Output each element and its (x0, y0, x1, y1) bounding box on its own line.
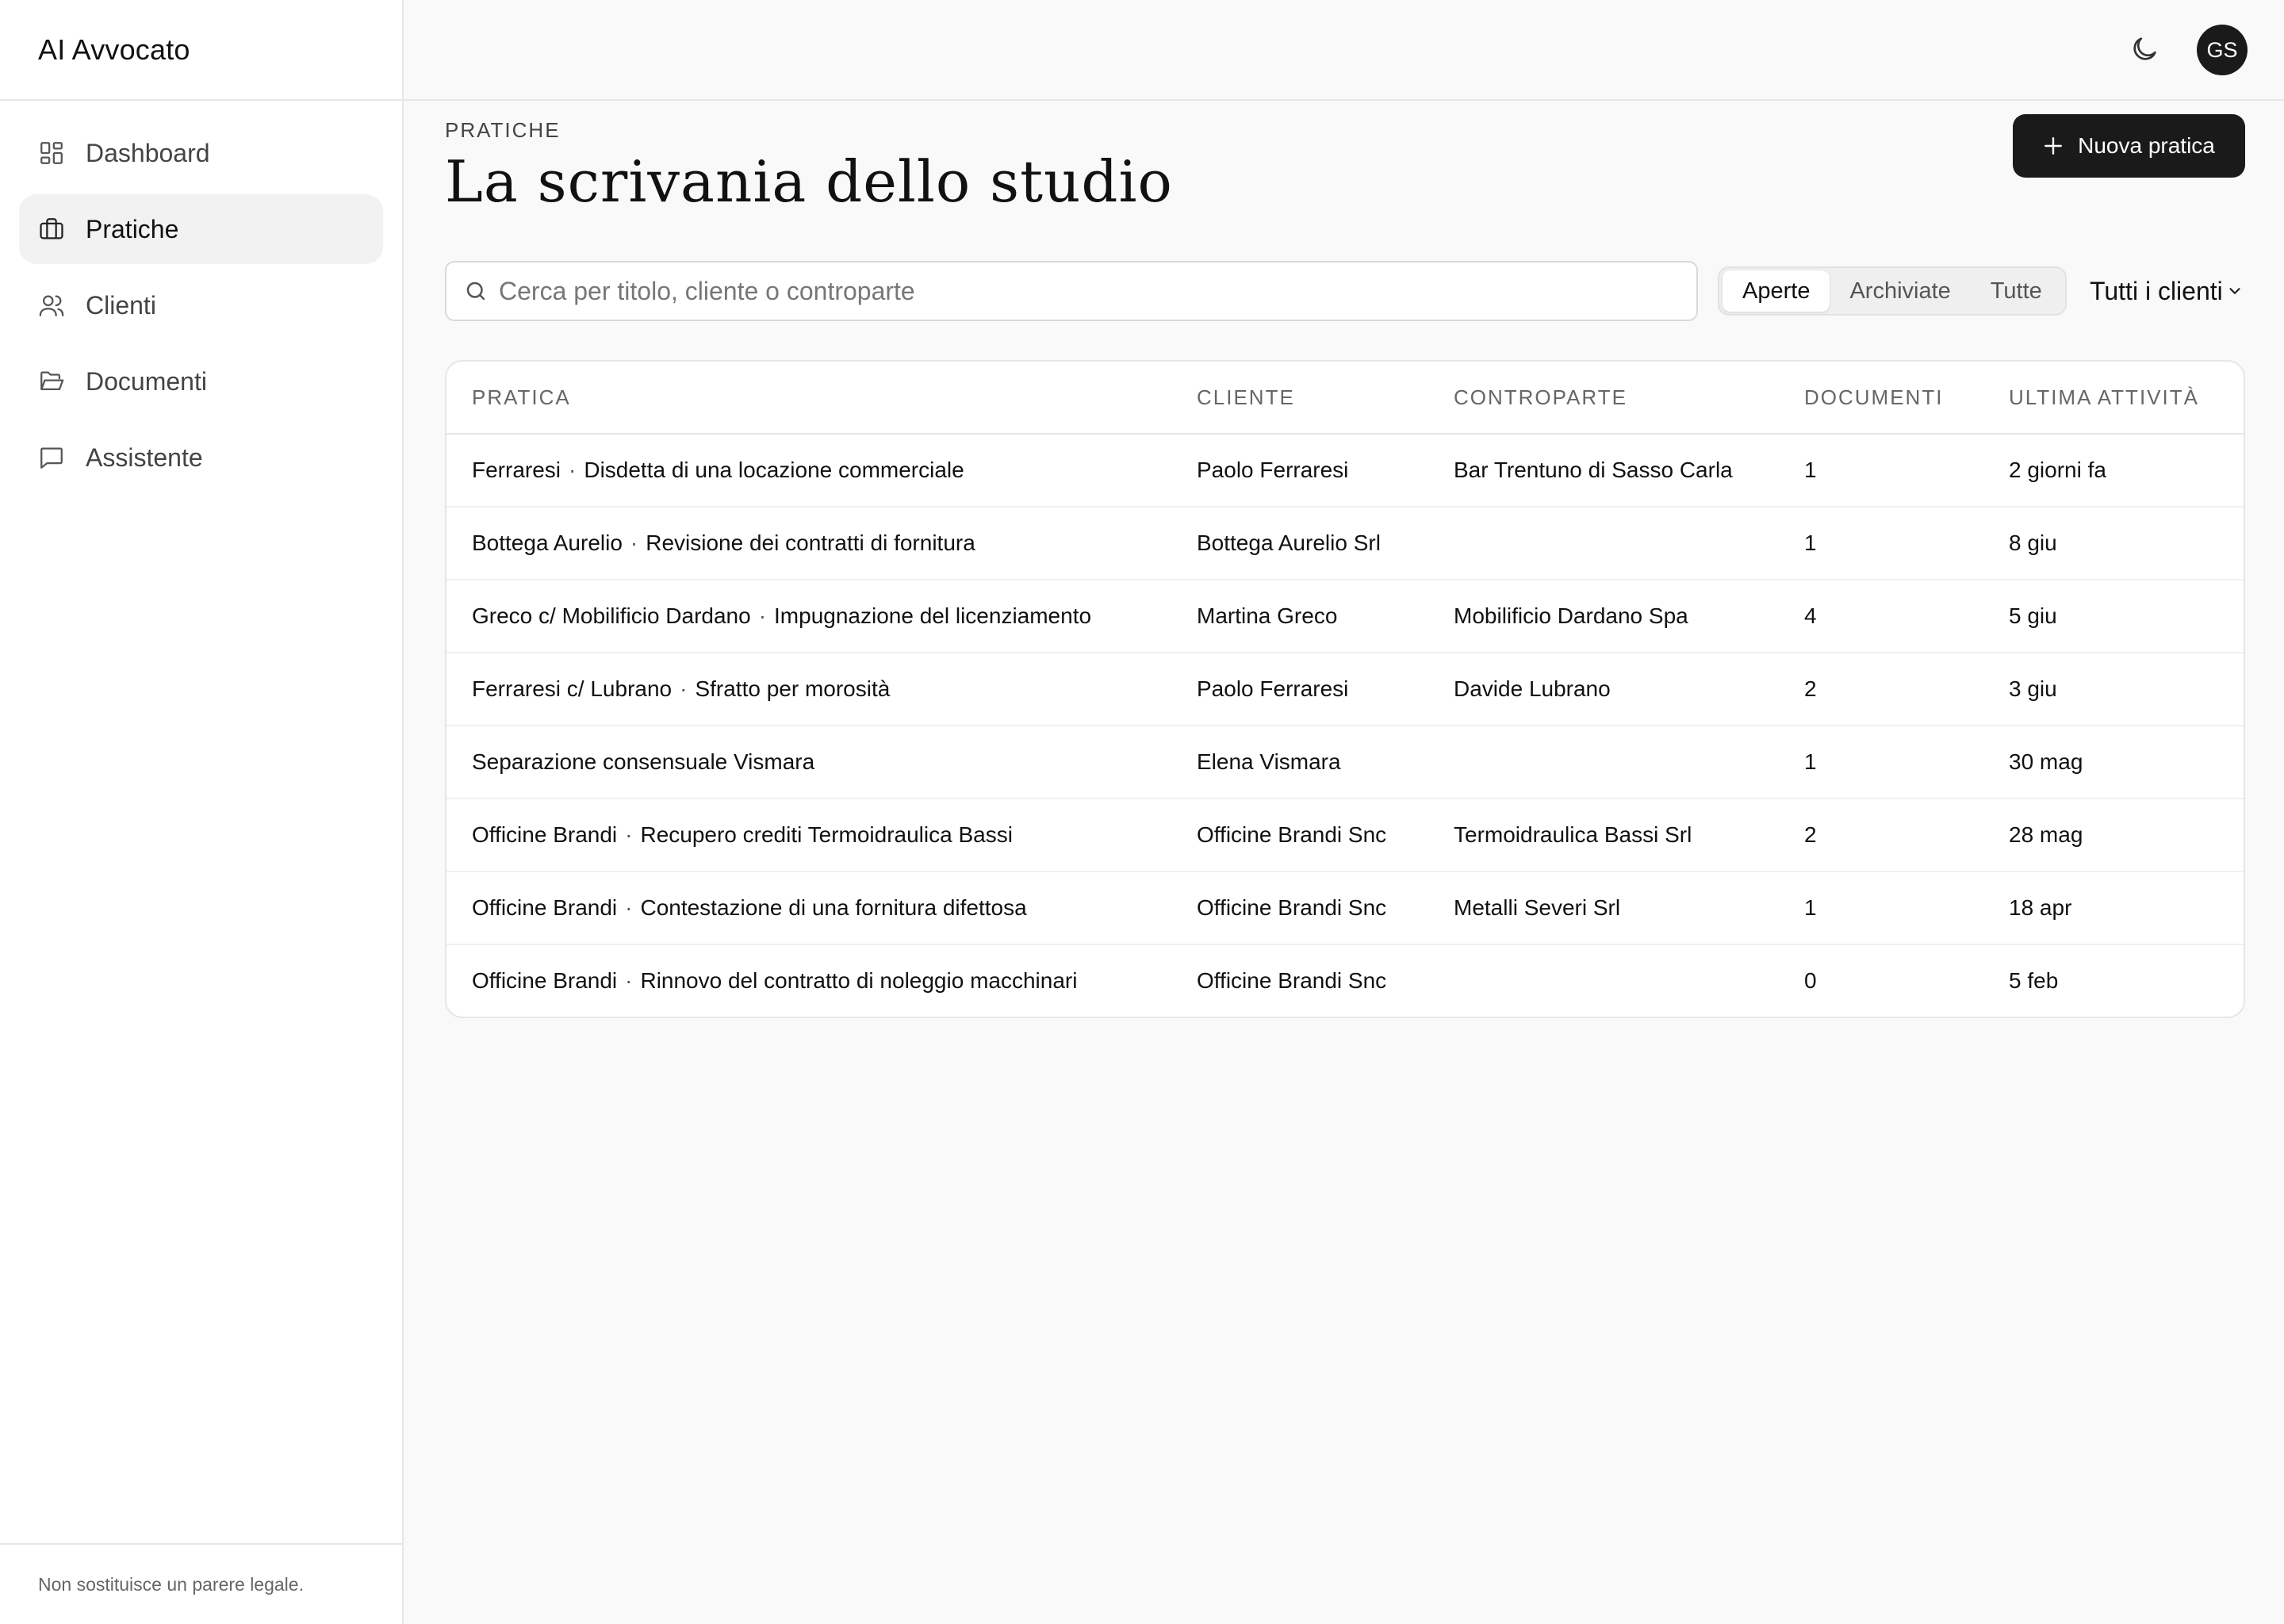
column-header-ultima-attivita[interactable]: ULTIMA ATTIVITÀ (2009, 362, 2245, 434)
separator: · (758, 603, 767, 628)
column-header-cliente[interactable]: CLIENTE (1197, 362, 1454, 434)
new-case-button[interactable] (2013, 114, 2245, 178)
new-case-button-label: Nuova pratica (2078, 133, 2215, 158)
cell-pratica (446, 507, 1197, 580)
cell-controparte: Mobilificio Dardano Spa (1454, 580, 1804, 653)
cell-ultima-attivita: 30 mag (2009, 726, 2245, 799)
separator: · (625, 895, 633, 920)
column-header-pratica[interactable]: PRATICA (446, 362, 1197, 434)
briefcase-icon (38, 216, 65, 243)
cell-ultima-attivita: 18 apr (2009, 871, 2245, 944)
client-filter-label: Tutti i clienti (2090, 276, 2223, 305)
sidebar-item-label: Assistente (86, 442, 203, 472)
dashboard-icon (38, 140, 65, 167)
filter-archiviate[interactable]: Archiviate (1849, 278, 1951, 304)
case-prefix: Ferraresi (472, 458, 561, 482)
filter-aperte[interactable]: Aperte (1723, 270, 1830, 312)
table-row[interactable] (446, 434, 2245, 507)
case-title: Recupero crediti Termoidraulica Bassi (640, 822, 1013, 847)
case-prefix: Officine Brandi (472, 968, 618, 993)
cell-pratica (446, 580, 1197, 653)
status-filter (1718, 266, 2067, 316)
case-title: Impugnazione del licenziamento (774, 603, 1092, 628)
sidebar-nav (0, 101, 402, 492)
table-header-row (446, 362, 2245, 434)
app-title: AI Avvocato (0, 0, 402, 101)
cell-controparte: Bar Trentuno di Sasso Carla (1454, 434, 1804, 507)
cell-documenti: 1 (1804, 871, 2009, 944)
case-title: Separazione consensuale Vismara (472, 749, 815, 774)
sidebar (0, 0, 404, 1624)
separator: · (625, 968, 633, 993)
page-title: La scrivania dello studio (445, 148, 1173, 215)
cell-cliente: Martina Greco (1197, 580, 1454, 653)
cell-documenti: 1 (1804, 507, 2009, 580)
cell-ultima-attivita: 5 giu (2009, 580, 2245, 653)
case-prefix: Greco c/ Mobilificio Dardano (472, 603, 751, 628)
cell-cliente: Officine Brandi Snc (1197, 968, 1387, 993)
search-input[interactable] (497, 276, 1674, 307)
case-prefix: Bottega Aurelio (472, 530, 623, 555)
client-filter-dropdown[interactable] (2090, 266, 2244, 316)
cell-cliente: Elena Vismara (1197, 726, 1454, 799)
case-title: Disdetta di una locazione commerciale (584, 458, 964, 482)
cell-controparte (1454, 944, 1804, 1017)
sidebar-item-label: Dashboard (86, 138, 210, 167)
search-icon (464, 279, 488, 303)
theme-toggle-button[interactable] (2129, 33, 2162, 67)
cell-ultima-attivita: 5 feb (2009, 968, 2059, 993)
separator: · (625, 822, 633, 847)
table-row[interactable] (446, 580, 2245, 653)
cell-documenti: 2 (1804, 653, 2009, 726)
case-title: Contestazione di una fornitura difettosa (640, 895, 1027, 920)
sidebar-item-label: Clienti (86, 290, 156, 320)
cell-documenti: 0 (1804, 968, 1817, 993)
separator: · (569, 458, 577, 482)
sidebar-item-clienti[interactable] (19, 270, 383, 340)
column-header-documenti[interactable]: DOCUMENTI (1804, 362, 2009, 434)
column-header-controparte[interactable]: CONTROPARTE (1454, 362, 1804, 434)
cell-pratica (446, 944, 1197, 1017)
cell-cliente: Bottega Aurelio Srl (1197, 507, 1454, 580)
cell-ultima-attivita: 8 giu (2009, 507, 2245, 580)
cell-documenti: 4 (1804, 580, 2009, 653)
table-row[interactable] (446, 507, 2245, 580)
cell-pratica (446, 653, 1197, 726)
avatar[interactable]: GS (2197, 25, 2248, 75)
cell-cliente: Officine Brandi Snc (1197, 799, 1454, 871)
cell-cliente: Officine Brandi Snc (1197, 871, 1454, 944)
chevron-down-icon (2226, 282, 2244, 300)
message-square-icon (38, 444, 65, 471)
table-row[interactable] (446, 871, 2245, 944)
cell-documenti: 1 (1804, 726, 2009, 799)
cell-documenti: 1 (1804, 434, 2009, 507)
cell-pratica (446, 726, 1197, 799)
filter-tutte[interactable]: Tutte (1990, 278, 2042, 304)
users-icon (38, 292, 65, 319)
cell-ultima-attivita: 3 giu (2009, 653, 2245, 726)
cell-documenti: 2 (1804, 799, 2009, 871)
table-row[interactable] (446, 726, 2245, 799)
cell-cliente: Paolo Ferraresi (1197, 653, 1454, 726)
cell-pratica (446, 434, 1197, 507)
cell-pratica (446, 871, 1197, 944)
case-prefix: Officine Brandi (472, 822, 618, 847)
sidebar-item-assistente[interactable] (19, 423, 383, 492)
cases-table (445, 360, 2245, 1018)
cell-cliente: Paolo Ferraresi (1197, 434, 1454, 507)
cell-controparte: Termoidraulica Bassi Srl (1454, 799, 1804, 871)
folder-open-icon (38, 368, 65, 395)
sidebar-item-dashboard[interactable] (19, 118, 383, 188)
table-row[interactable] (446, 653, 2245, 726)
search-field[interactable] (445, 261, 1698, 321)
moon-icon (2129, 33, 2160, 65)
cell-ultima-attivita: 2 giorni fa (2009, 434, 2245, 507)
case-title: Rinnovo del contratto di noleggio macchinari (640, 968, 1078, 993)
case-prefix: Officine Brandi (472, 895, 618, 920)
page-eyebrow: PRATICHE (445, 118, 561, 142)
disclaimer: Non sostituisce un parere legale. (0, 1543, 402, 1624)
sidebar-item-label: Documenti (86, 366, 207, 396)
case-prefix: Ferraresi c/ Lubrano (472, 676, 673, 701)
cell-pratica (446, 799, 1197, 871)
table-row[interactable] (446, 944, 2245, 1017)
case-title: Sfratto per morosità (695, 676, 891, 701)
plus-icon (2043, 136, 2064, 156)
sidebar-item-label: Pratiche (86, 214, 179, 243)
cell-controparte: Davide Lubrano (1454, 653, 1804, 726)
cell-controparte (1454, 726, 1804, 799)
cell-controparte: Metalli Severi Srl (1454, 871, 1804, 944)
separator: · (680, 676, 688, 701)
separator: · (630, 530, 638, 555)
sidebar-item-pratiche[interactable] (19, 194, 383, 264)
case-title: Revisione dei contratti di fornitura (646, 530, 975, 555)
sidebar-item-documenti[interactable] (19, 347, 383, 416)
cell-ultima-attivita: 28 mag (2009, 799, 2245, 871)
table-row[interactable] (446, 799, 2245, 871)
cell-controparte (1454, 507, 1804, 580)
topbar (404, 0, 2284, 101)
